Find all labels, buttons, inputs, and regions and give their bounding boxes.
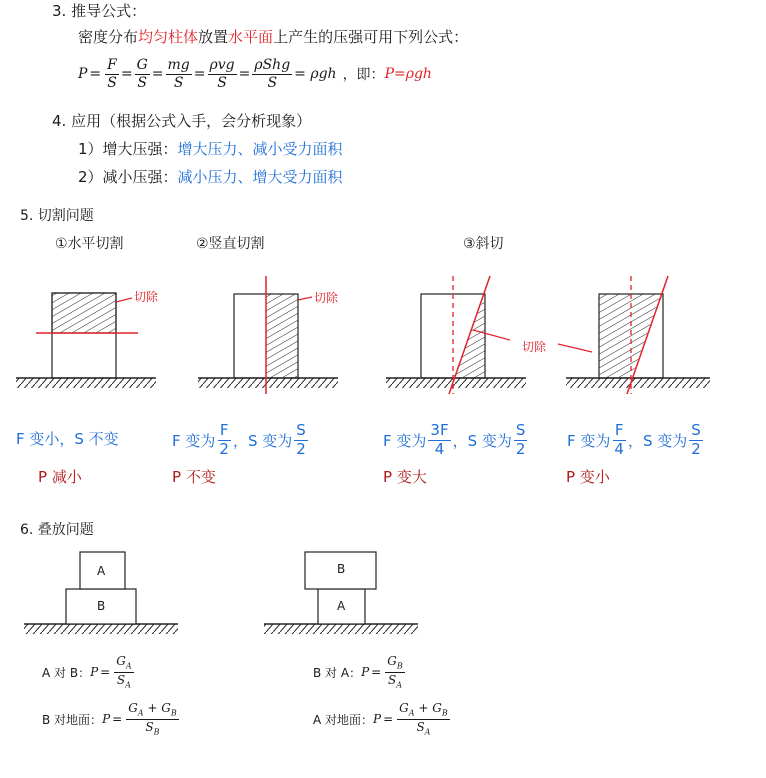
item1-value: 增大压力、减小受力面积 <box>177 140 343 158</box>
case1-pressure-change: P 减小 <box>38 468 82 486</box>
cut-label-1: 切除 <box>134 290 159 304</box>
item2-label: 2）减小压强： <box>78 168 178 186</box>
formula-frac-3: $\frac{mg}{S}$ <box>167 56 190 91</box>
formula-frac-4: $\frac{\text{ρvg}}{S}$ <box>209 56 235 91</box>
cut-label-3: 切除 <box>522 340 547 354</box>
block-a-left: A <box>97 564 106 578</box>
section3-title: 3. 推导公式： <box>52 2 147 20</box>
case2-force-change: F 变为 $\frac{F}{2}$ ，S 变为 $\frac{S}{2}$ <box>172 420 306 458</box>
block-b-right: B <box>337 562 346 576</box>
case3-force-change: F 变为 $\frac{3F}{4}$ ，S 变为 $\frac{S}{2}$ <box>383 420 526 458</box>
formula-a-on-b: A 对 B： P = $\frac{G_A}{S_A}$ <box>42 653 132 689</box>
formula-frac-2: $\frac{G}{S}$ <box>136 56 148 91</box>
desc-part-e: 上产生的压强可用下列公式： <box>273 28 469 46</box>
case4-pressure-change: P 变小 <box>566 468 610 486</box>
case1-force-change: F 变小，S 不变 <box>16 430 119 448</box>
subtitle-oblique-cut: ③斜切 <box>463 236 504 252</box>
item1-label: 1）增大压强： <box>78 140 178 158</box>
case3-pressure-change: P 变大 <box>383 468 427 486</box>
block-a-right: A <box>337 599 346 613</box>
formula-p: P <box>78 66 88 82</box>
desc-uniform-column: 均匀柱体 <box>138 28 199 46</box>
desc-part-c: 放置 <box>198 28 229 46</box>
cut-label-2: 切除 <box>314 291 339 305</box>
item2-value: 减小压力、增大受力面积 <box>177 168 343 186</box>
section4-title: 4. 应用（根据公式入手，会分析现象） <box>52 112 312 130</box>
formula-frac-5: $\frac{\text{ρShg}}{S}$ <box>254 56 291 91</box>
case4-force-change: F 变为 $\frac{F}{4}$ ，S 变为 $\frac{S}{2}$ <box>567 420 701 458</box>
case2-pressure-change: P 不变 <box>172 468 216 486</box>
formula-a-on-ground: A 对地面： P = $\frac{G_A + G_B}{S_A}$ <box>313 700 448 736</box>
formula-b-on-ground: B 对地面： P = $\frac{G_A + G_B}{S_B}$ <box>42 700 177 736</box>
diagram-oblique-cut-1 <box>386 276 526 394</box>
diagram-oblique-cut-2 <box>558 276 710 394</box>
formula-eq: = <box>89 66 102 82</box>
formula-result: = ρgh <box>294 66 337 82</box>
desc-part-a: 密度分布 <box>78 28 139 46</box>
formula-b-on-a: B 对 A： P = $\frac{G_B}{S_A}$ <box>313 653 403 689</box>
subtitle-vertical-cut: ②竖直切割 <box>196 236 265 252</box>
formula-sep: ，即： <box>342 67 385 83</box>
diagram-horizontal-cut <box>16 293 156 388</box>
subtitle-horizontal-cut: ①水平切割 <box>55 236 124 252</box>
pressure-formula: P = $\frac{F}{S}$ = $\frac{G}{S}$ = $\frac{mg}{S}$ = $\frac{\text{ρvg}}{S}$ = $\frac{\text{ρShg}}{S}$ = ρgh ，即： P=ρgh <box>78 56 432 91</box>
desc-horizontal-plane: 水平面 <box>228 28 274 46</box>
section5-title: 5. 切割问题 <box>20 208 94 224</box>
formula-final: P=ρgh <box>384 66 432 82</box>
formula-frac-1: $\frac{F}{S}$ <box>107 56 117 91</box>
section6-title: 6. 叠放问题 <box>20 522 94 538</box>
block-b-left: B <box>97 599 106 613</box>
